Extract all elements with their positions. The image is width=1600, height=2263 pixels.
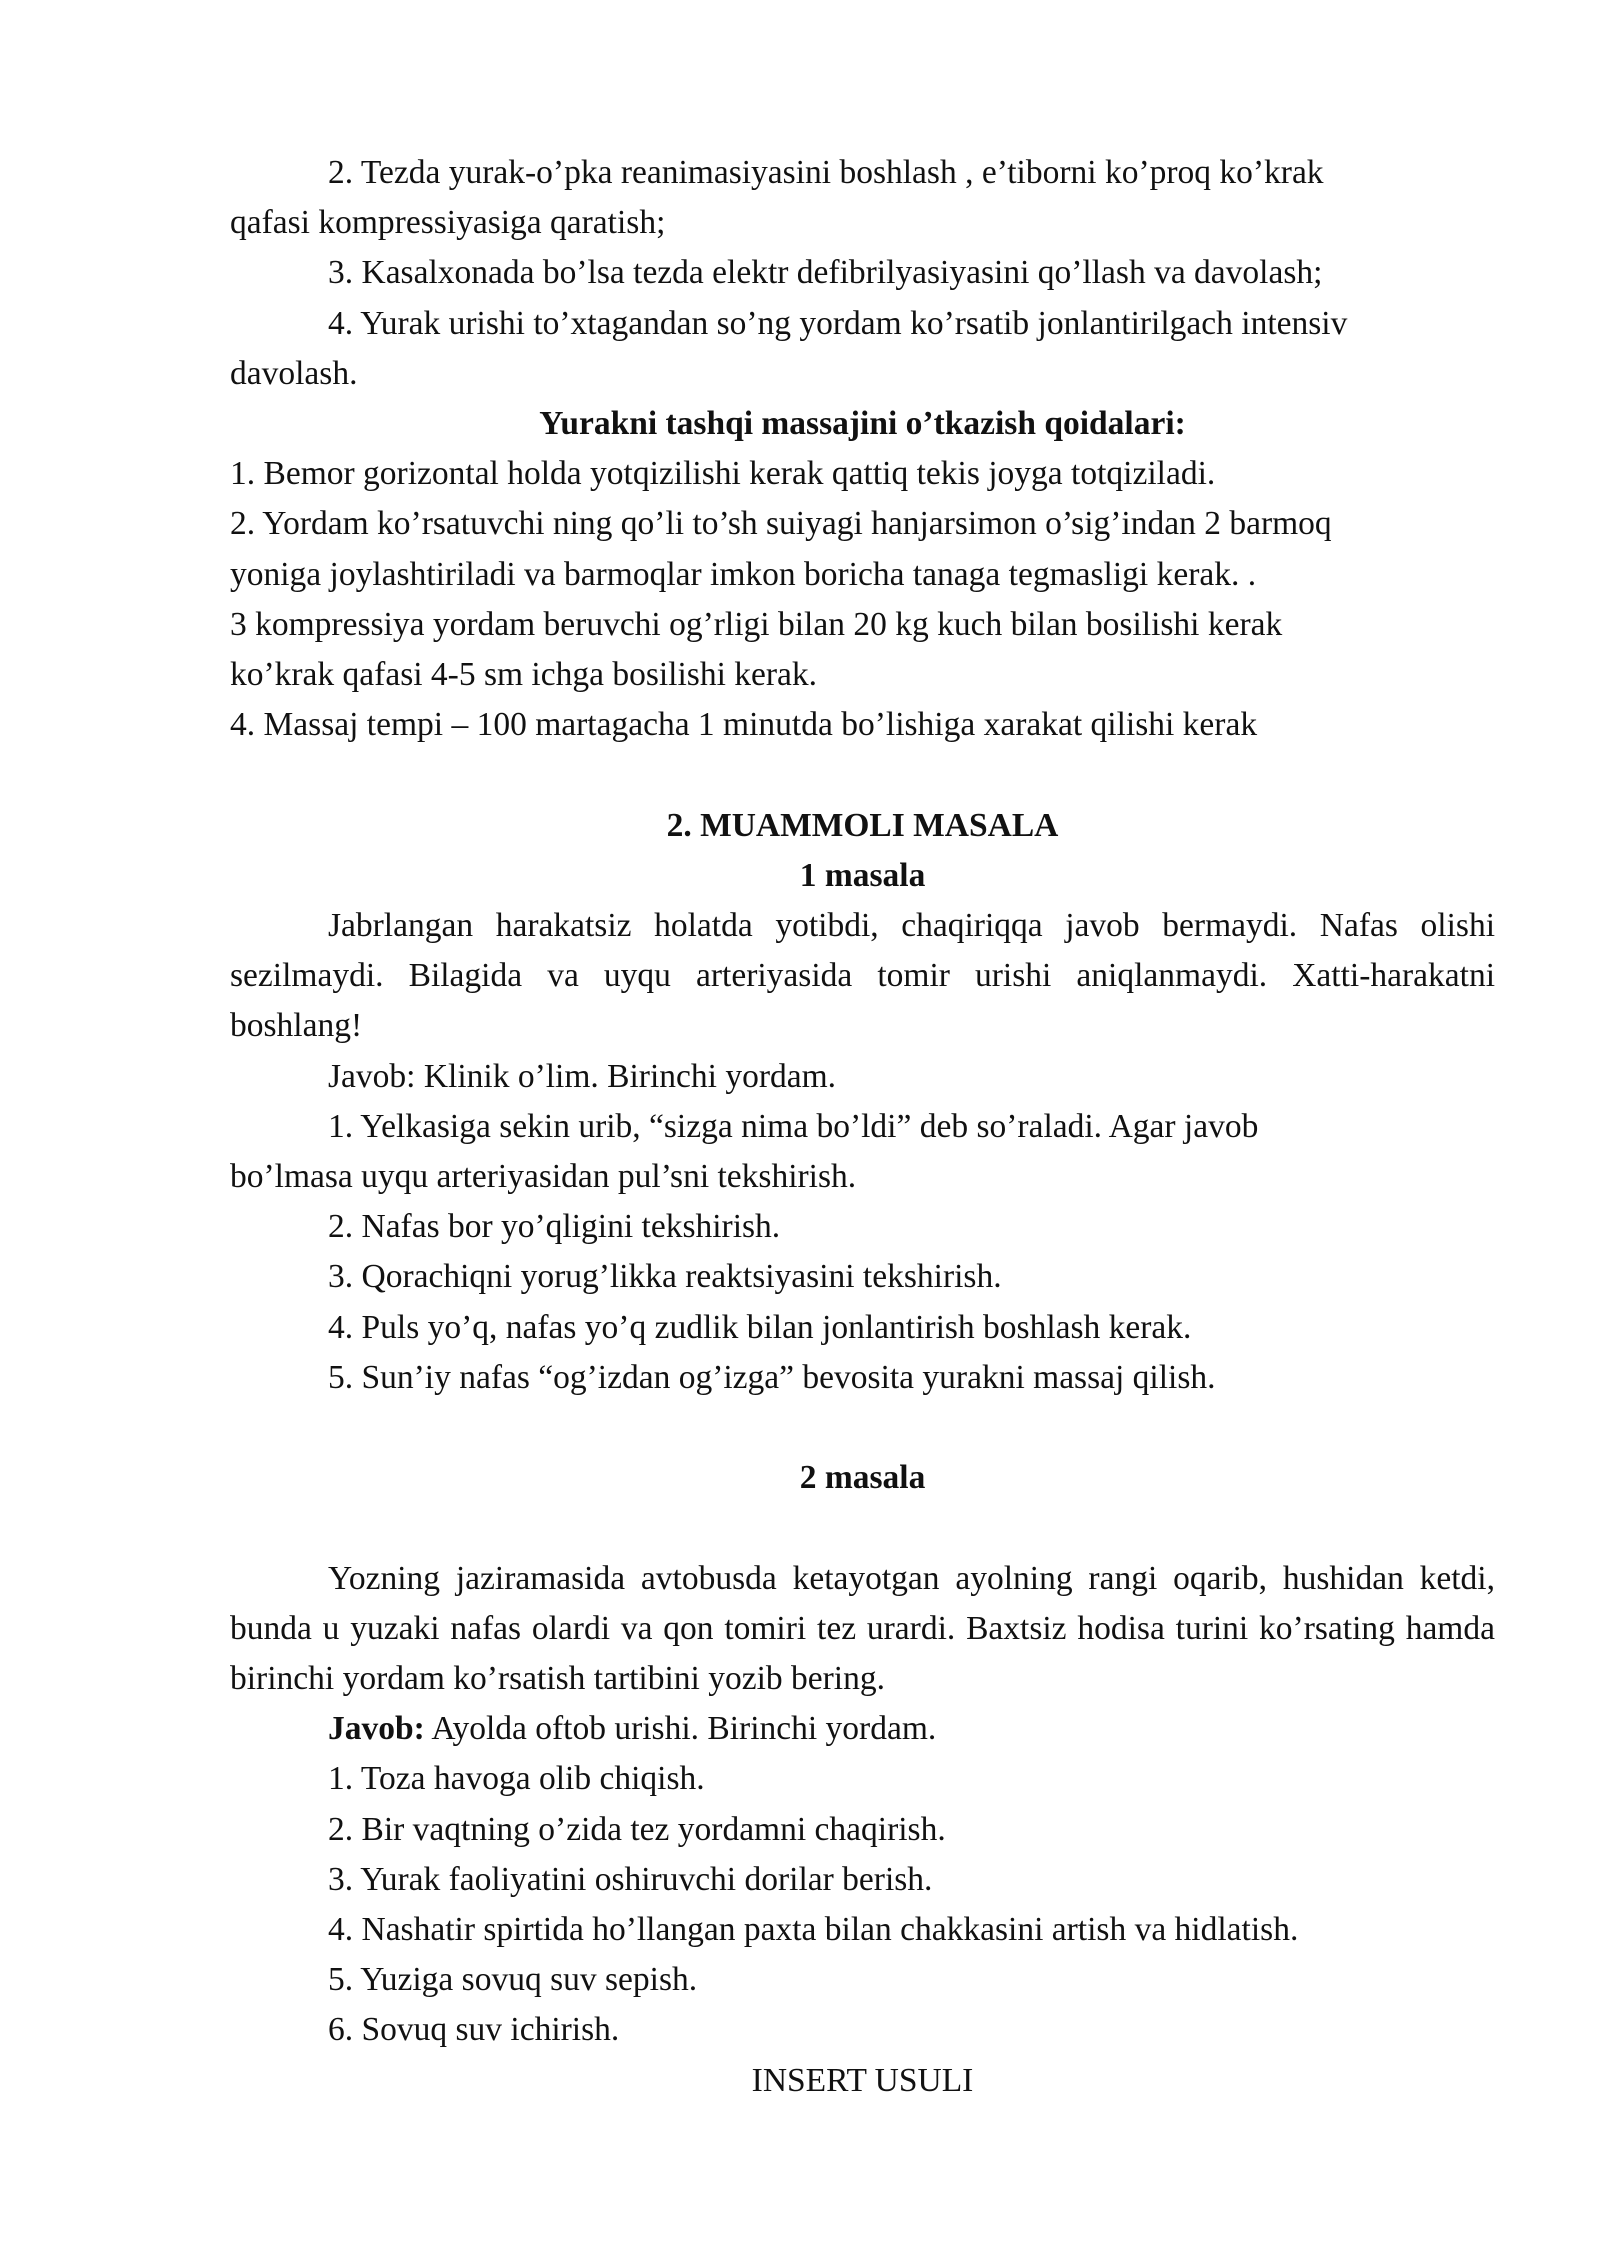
task-2-step-3: 3. Yurak faoliyatini oshiruvchi dorilar berish. <box>328 1860 933 1898</box>
task-2-answer <box>230 1704 1495 1754</box>
task-2-step-4: 4. Nashatir spirtida ho’llangan paxta bilan chakkasini artish va hidlatish. <box>328 1911 1299 1949</box>
task-1-step-5: 5. Sun’iy nafas “og’izdan og’izga” bevosita yurakni massaj qilish. <box>328 1358 1216 1396</box>
spacer <box>230 1403 1495 1453</box>
task-1-title: 1 masala <box>799 856 926 894</box>
task-2-step-1: 1. Toza havoga olib chiqish. <box>328 1760 705 1798</box>
rule-4: 4. Massaj tempi – 100 martagacha 1 minutda bo’lishiga xarakat qilishi kerak <box>230 706 1258 744</box>
rule-2-line-2: yoniga joylashtiriladi va barmoqlar imkon boricha tanaga tegmasligi kerak. . <box>230 555 1257 593</box>
task-2-answer-label: Javob: <box>328 1710 425 1748</box>
task-1-step-3: 3. Qorachiqni yorug’likka reaktsiyasini tekshirish. <box>328 1258 1002 1296</box>
task-1-text: Jabrlangan harakatsiz holatda yotibdi, chaqiriqqa javob bermaydi. Nafas olishi sezilmaydi. Bilagida va uyqu arteriyasida tomir urishi aniqlanmaydi. Xatti-harakatni boshlang! <box>230 907 1495 1045</box>
spacer <box>230 1503 1495 1553</box>
spacer <box>230 750 1495 800</box>
task-1-step-1-line-1: 1. Yelkasiga sekin urib, “sizga nima bo’ldi” deb so’raladi. Agar javob <box>328 1107 1259 1145</box>
task-2-title: 2 masala <box>799 1459 926 1497</box>
rules-heading: Yurakni tashqi massajini o’tkazish qoidalari: <box>539 405 1186 443</box>
task-2-step-6: 6. Sovuq suv ichirish. <box>328 2011 620 2049</box>
rule-1: 1. Bemor gorizontal holda yotqizilishi kerak qattiq tekis joyga totqiziladi. <box>230 455 1216 493</box>
intro-item-4-line-1: 4. Yurak urishi to’xtagandan so’ng yordam ko’rsatib jonlantirilgach intensiv <box>328 304 1348 342</box>
section-2-heading: 2. MUAMMOLI MASALA <box>666 806 1059 844</box>
intro-item-3: 3. Kasalxonada bo’lsa tezda elektr defibrilyasiyasini qo’llash va davolash; <box>328 254 1323 292</box>
rule-3-line-1: 3 kompressiya yordam beruvchi og’rligi bilan 20 kg kuch bilan bosilishi kerak <box>230 605 1283 643</box>
intro-item-4-line-2: davolash. <box>230 354 358 392</box>
rule-2-line-1: 2. Yordam ko’rsatuvchi ning qo’li to’sh suiyagi hanjarsimon o’sig’indan 2 barmoq <box>230 505 1332 543</box>
task-1-step-2: 2. Nafas bor yo’qligini tekshirish. <box>328 1208 781 1246</box>
task-2-text: Yozning jaziramasida avtobusda ketayotgan ayolning rangi oqarib, hushidan ketdi, bunda u yuzaki nafas olardi va qon tomiri tez urardi. Baxtsiz hodisa turini ko’rsating hamda birinchi yordam ko’rsatish tartibini yozib bering. <box>230 1559 1495 1698</box>
task-2-step-2: 2. Bir vaqtning o’zida tez yordamni chaqirish. <box>328 1810 946 1848</box>
rule-3-line-2: ko’krak qafasi 4-5 sm ichga bosilishi kerak. <box>230 656 818 694</box>
intro-item-2-line-1: 2. Tezda yurak-o’pka reanimasiyasini boshlash , e’tiborni ko’proq ko’krak <box>328 154 1324 191</box>
task-1-step-1-line-2: bo’lmasa uyqu arteriyasidan pul’sni tekshirish. <box>230 1158 857 1196</box>
task-2-step-5: 5. Yuziga sovuq suv sepish. <box>328 1961 698 1999</box>
footer-heading: INSERT USULI <box>751 2061 974 2099</box>
task-1-answer: Javob: Klinik o’lim. Birinchi yordam. <box>328 1057 837 1095</box>
intro-item-2-line-2: qafasi kompressiyasiga qaratish; <box>230 204 666 242</box>
document-page <box>230 148 1495 2106</box>
task-2-answer-text: Ayolda oftob urishi. Birinchi yordam. <box>424 1710 937 1748</box>
task-1-step-4: 4. Puls yo’q, nafas yo’q zudlik bilan jonlantirish boshlash kerak. <box>328 1308 1192 1346</box>
